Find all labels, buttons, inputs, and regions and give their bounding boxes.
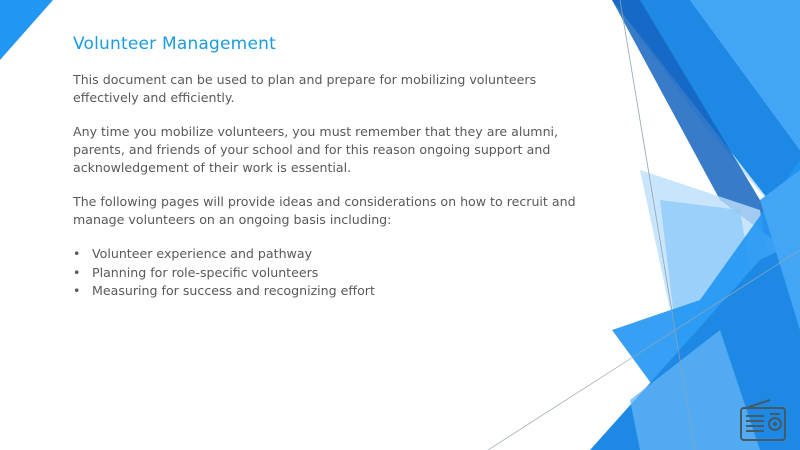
- slide-title: Volunteer Management: [73, 34, 276, 54]
- bullet-dot: •: [73, 246, 81, 261]
- bullet-text: Volunteer experience and pathway: [92, 246, 313, 261]
- content-area: [73, 34, 593, 301]
- bullet-dot: •: [73, 264, 81, 280]
- paragraph-remember: Any time you mobilize volunteers, you must remember that they are alumni, parents, and friends of your school and for this reason ongoing support and acknowledgement of their work is essential.: [73, 124, 559, 175]
- bullet-dot: •: [73, 283, 81, 298]
- list-item: [73, 245, 593, 264]
- paragraph-intro: This document can be used to plan and prepare for mobilizing volunteers effectively and efficiently.: [73, 72, 537, 105]
- paragraph-following: The following pages will provide ideas and considerations on how to recruit and manage volunteers on an ongoing basis including:: [73, 194, 576, 227]
- bullet-text: Measuring for success and recognizing effort: [92, 283, 375, 298]
- top-left-accent: [0, 0, 53, 60]
- bullet-text: Planning for role-specific volunteers: [92, 264, 319, 280]
- list-item: [73, 282, 593, 301]
- list-item: [73, 264, 593, 283]
- bullet-list: [73, 245, 593, 301]
- radio-icon: [738, 398, 790, 444]
